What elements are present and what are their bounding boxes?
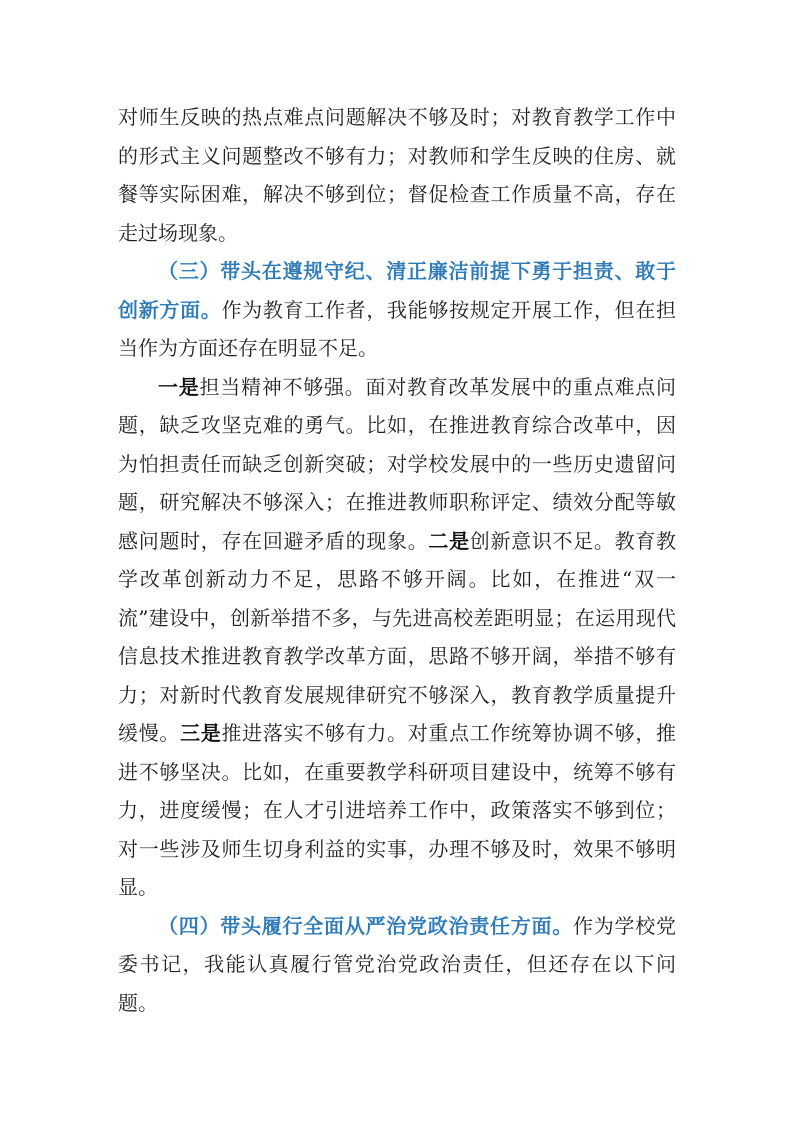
paragraph-section-three xyxy=(118,252,676,368)
point-two-lead: 二是 xyxy=(428,528,470,553)
section-three-heading: （三）带头在遵规守纪、清正廉洁前提下勇于担责、敢于创新方面。 xyxy=(118,259,676,322)
paragraph-hotspot-issues: 对师生反映的热点难点问题解决不够及时；对教育教学工作中的形式主义问题整改不够有力；对教师和学生反映的住房、就餐等实际困难，解决不够到位；督促检查工作质量不高，存在走过场现象。 xyxy=(118,105,676,245)
section-four-heading: （四）带头履行全面从严治党政治责任方面。 xyxy=(158,913,573,938)
document-page xyxy=(118,98,676,1022)
paragraph-section-four xyxy=(118,907,676,1023)
point-two-text: 创新意识不足。教育教学改革创新动力不足，思路不够开阔。比如，在推进“双一流”建设中，创新举措不多，与先进高校差距明显；在运用现代信息技术推进教育教学改革方面，思路不够开阔，举措不够有力；对新时代教育发展规律研究不够深入，教育教学质量提升缓慢。 xyxy=(118,528,677,745)
section-four-body: 作为学校党委书记，我能认真履行管党治党政治责任，但还存在以下问题。 xyxy=(118,913,676,1015)
paragraph-shortcomings xyxy=(118,368,676,907)
point-three-text: 推进落实不够有力。对重点工作统筹协调不够，推进不够坚决。比如，在重要教学科研项目建设中，统筹不够有力，进度缓慢；在人才引进培养工作中，政策落实不够到位；对一些涉及师生切身利益的实事，办理不够及时，效果不够明显。 xyxy=(118,721,677,899)
section-three-body: 作为教育工作者，我能够按规定开展工作，但在担当作为方面还存在明显不足。 xyxy=(118,297,677,360)
point-one-text: 担当精神不够强。面对教育改革发展中的重点难点问题，缺乏攻坚克难的勇气。比如，在推进教育综合改革中，因为怕担责任而缺乏创新突破；对学校发展中的一些历史遗留问题，研究解决不够深入；在推进教师职称评定、绩效分配等敏感问题时，存在回避矛盾的现象。 xyxy=(118,374,676,553)
point-three-lead: 三是 xyxy=(180,721,222,745)
point-one-lead: 一是 xyxy=(158,374,200,399)
